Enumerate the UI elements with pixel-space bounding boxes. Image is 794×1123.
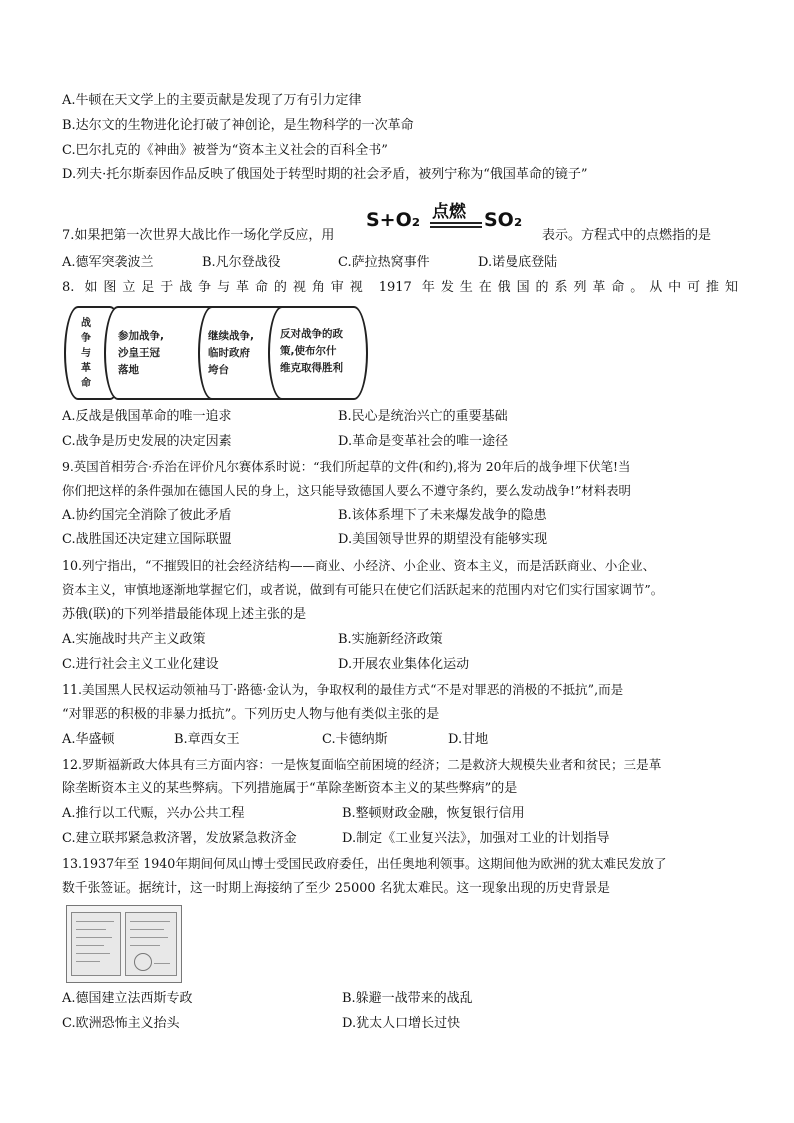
q9-option-d: D.美国领导世界的期望没有能够实现 [338,532,548,547]
q8-option-b: B.民心是统治兴亡的重要基础 [338,409,508,424]
q7-equation [366,199,534,237]
scroll-text-line: 反对战争的政 [280,328,343,340]
visa-page-left [71,912,121,976]
q7-option-b: B.凡尔登战役 [202,255,281,270]
q8-option-d: D.革命是变革社会的唯一途径 [338,434,509,449]
q8-stem: 8. 如图立足于战争与革命的视角审视 1917 年发生在俄国的系列革命。从中可推知 [62,280,738,295]
equation-rhs: SO₂ [484,209,523,231]
scroll-text-line: 沙皇王冠 [118,347,160,359]
scroll-text-line: 策,使布尔什 [280,345,337,357]
q13-stem-line1: 13.1937年至 1940年期间何凤山博士受国民政府委任，出任奥地利领事。这期间他为欧洲的犹太难民发放了 [62,856,667,871]
q11-option-c: C.卡德纳斯 [322,732,388,747]
q13-option-c: C.欧洲恐怖主义抬头 [62,1016,180,1031]
scroll-title-char: 战 [81,318,91,329]
q10-stem-line3: 苏俄(联)的下列举措最能体现上述主张的是 [62,607,307,622]
q7-option-c: C.萨拉热窝事件 [338,255,430,270]
q11-option-a: A.华盛顿 [62,732,115,747]
q7-option-a: A.德军突袭波兰 [62,255,154,270]
scroll-text-line: 垮台 [208,364,229,376]
q10-option-d: D.开展农业集体化运动 [338,657,470,672]
war-revolution-scroll-diagram [64,306,368,400]
scroll-text-line: 维克取得胜利 [280,362,343,374]
q10-option-b: B.实施新经济政策 [338,632,443,647]
q12-stem-line2: 除垄断资本主义的某些弊病。下列措施属于“革除垄断资本主义的某些弊病”的是 [62,781,518,796]
scroll-title-char: 命 [81,378,91,389]
scroll-panel-3-text [280,326,343,377]
q10-option-c: C.进行社会主义工业化建设 [62,657,219,672]
q7-stem-after: 表示。方程式中的点燃指的是 [542,228,712,243]
q6-option-d: D.列夫·托尔斯泰因作品反映了俄国处于转型时期的社会矛盾，被列宁称为“俄国革命的镜子” [62,167,588,182]
q13-option-b: B.躲避一战带来的战乱 [342,991,473,1006]
scroll-title-char: 争 [81,333,91,344]
q10-option-a: A.实施战时共产主义政策 [62,632,206,647]
q12-option-b: B.整顿财政金融，恢复银行信用 [342,806,525,821]
scroll-title-char: 革 [81,363,91,374]
equation-double-bar [430,222,482,224]
q7-stem-before: 7.如果把第一次世界大战比作一场化学反应，用 [62,228,335,243]
scroll-text-line: 参加战争, [118,330,164,342]
visa-page-right [125,912,177,976]
q13-option-a: A.德国建立法西斯专政 [62,991,193,1006]
scroll-text-line: 临时政府 [208,347,250,359]
visa-document-photo [66,905,182,983]
q9-option-b: B.该体系埋下了未来爆发战争的隐患 [338,508,547,523]
q9-option-c: C.战胜国还决定建立国际联盟 [62,532,232,547]
equation-double-bar [430,226,482,228]
q10-stem-line2: 资本主义，审慎地逐渐地掌握它们，或者说，做到有可能只在使它们活跃起来的范围内对它们实行国家调节”。 [62,582,664,597]
q8-option-c: C.战争是历史发展的决定因素 [62,434,232,449]
equation-condition: 点燃 [432,202,466,222]
q9-stem-line2: 你们把这样的条件强加在德国人民的身上，这只能导致德国人要么不遵守条约，要么发动战争!”材料表明 [62,483,631,498]
equation-lhs: S+O₂ [366,209,421,231]
q9-option-a: A.协约国完全消除了彼此矛盾 [62,508,232,523]
scroll-panel-2-text [208,328,254,379]
q6-option-b: B.达尔文的生物进化论打破了神创论，是生物科学的一次革命 [62,118,414,133]
scroll-title [78,316,94,391]
q6-option-c: C.巴尔扎克的《神曲》被誉为“资本主义社会的百科全书” [62,143,388,158]
q11-stem-line2: “对罪恶的积极的非暴力抵抗”。下列历史人物与他有类似主张的是 [62,707,440,722]
scroll-text-line: 继续战争, [208,330,254,342]
q11-option-d: D.甘地 [448,732,489,747]
q12-option-a: A.推行以工代赈，兴办公共工程 [62,806,245,821]
scroll-text-line: 落地 [118,364,139,376]
scroll-title-char: 与 [81,348,91,359]
q12-option-c: C.建立联邦紧急救济署，发放紧急救济金 [62,831,297,846]
q10-stem-line1: 10.列宁指出，“不摧毁旧的社会经济结构——商业、小经济、小企业、资本主义，而是活跃商业、小企业、 [62,558,656,573]
q9-stem-line1: 9.英国首相劳合·乔治在评价凡尔赛体系时说：“我们所起草的文件(和约),将为 20年后的战争埋下伏笔!当 [62,459,631,474]
q8-option-a: A.反战是俄国革命的唯一追求 [62,409,232,424]
q11-stem-line1: 11.美国黑人民权运动领袖马丁·路德·金认为，争取权利的最佳方式“不是对罪恶的消极的不抵抗”,而是 [62,682,624,697]
q12-option-d: D.制定《工业复兴法》，加强对工业的计划指导 [342,831,610,846]
q7-option-d: D.诺曼底登陆 [478,255,558,270]
q13-stem-line2: 数千张签证。据统计，这一时期上海接纳了至少 25000 名犹太难民。这一现象出现的历史背景是 [62,881,610,896]
q12-stem-line1: 12.罗斯福新政大体具有三方面内容：一是恢复面临空前困境的经济；二是救济大规模失业者和贫民；三是革 [62,757,662,772]
scroll-panel-1-text [118,328,164,379]
q11-option-b: B.章西女王 [174,732,240,747]
q6-option-a: A.牛顿在天文学上的主要贡献是发现了万有引力定律 [62,93,362,108]
visa-stamp [134,953,152,971]
q13-option-d: D.犹太人口增长过快 [342,1016,461,1031]
